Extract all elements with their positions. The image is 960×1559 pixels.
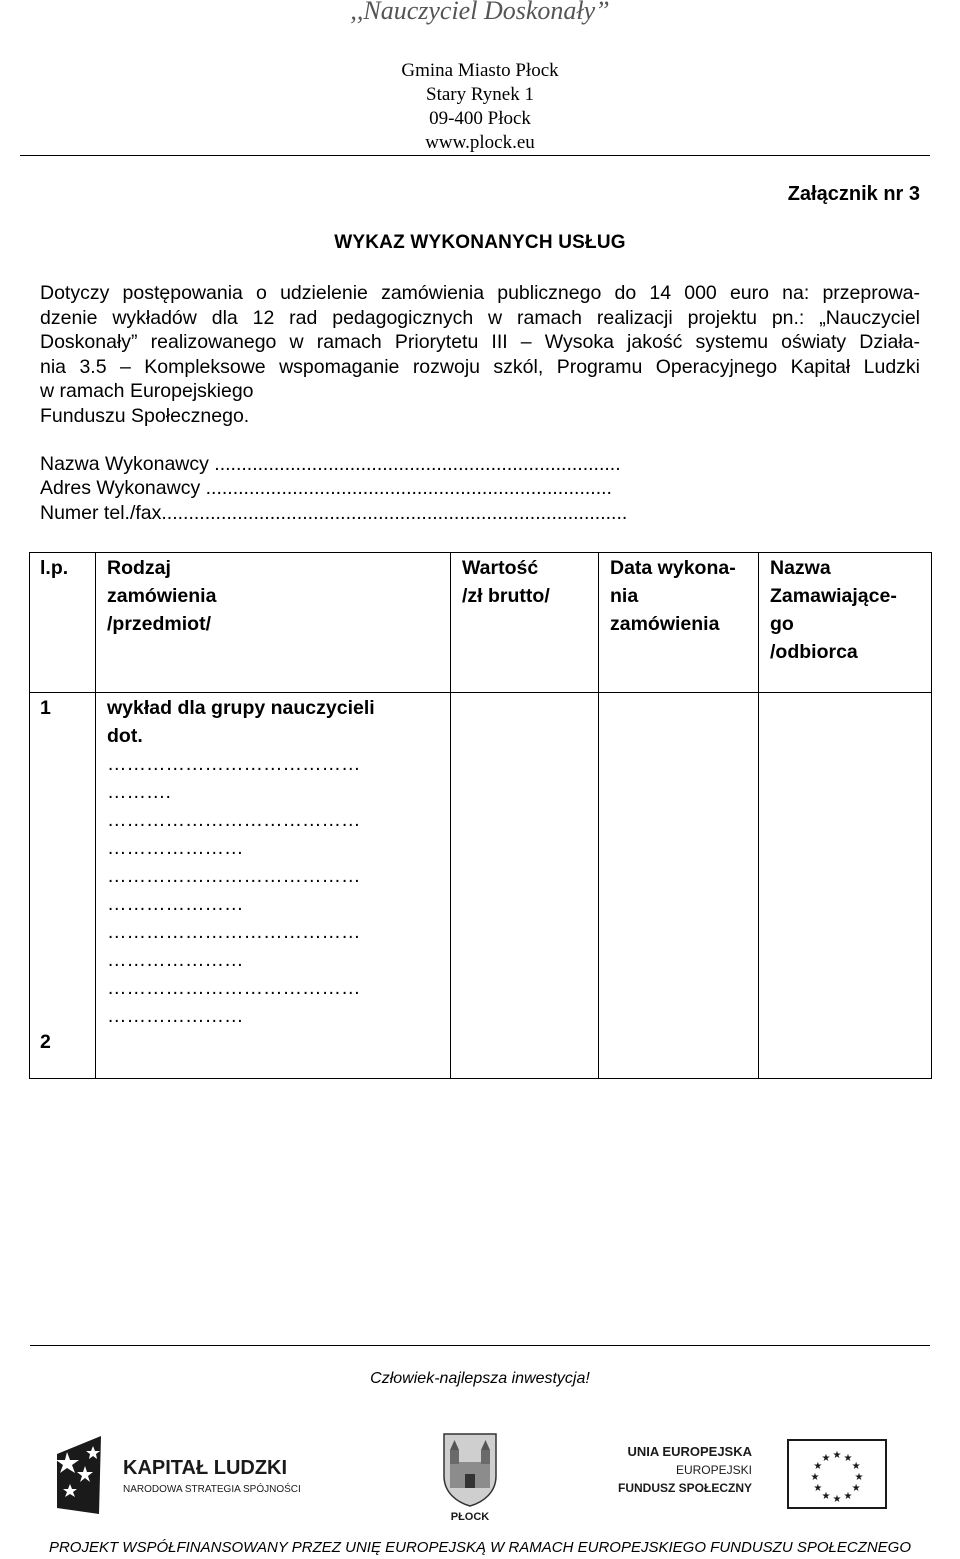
- fill-in-dots: …………………………………: [107, 977, 361, 999]
- plock-coat-of-arms: [440, 1432, 500, 1524]
- eu-star-icon: ★: [832, 1450, 842, 1461]
- intro-line: nia 3.5 – Kompleksowe wspomaganie rozwoju szkól, Programu Operacyjnego Kapitał Ludzki: [40, 355, 920, 378]
- header-lp: l.p.: [30, 553, 96, 693]
- kapital-ludzki-logo: [55, 1432, 325, 1518]
- row-date-cell: [599, 693, 759, 1079]
- fill-in-dots: …………………: [107, 837, 244, 859]
- eu-star-icon: ★: [851, 1461, 861, 1472]
- fill-in-dots: …………………………………: [107, 809, 361, 831]
- table-header-row: [30, 553, 932, 693]
- header-value: Wartość /zł brutto/: [451, 553, 599, 693]
- kapital-ludzki-title: KAPITAŁ LUDZKI: [123, 1457, 288, 1479]
- row-order-type-cell: [96, 693, 451, 1079]
- header-order-type: Rodzaj zamówienia /przedmiot/: [96, 553, 451, 693]
- fill-in-dots: ……….: [107, 781, 171, 803]
- address-line-municipality: Gmina Miasto Płock: [401, 60, 559, 81]
- footer-divider: [30, 1345, 930, 1346]
- intro-line: Doskonały” realizowanego w ramach Priorytetu III – Wysoka jakość systemu oświaty Działa-: [40, 331, 920, 353]
- eu-star-icon: ★: [854, 1472, 864, 1483]
- header-completion-date: Data wykona- nia zamówienia: [599, 553, 759, 693]
- kapital-ludzki-subtitle: NARODOWA STRATEGIA SPÓJNOŚCI: [123, 1484, 301, 1495]
- fill-in-dots: …………………………………: [107, 865, 361, 887]
- eu-star-icon: ★: [843, 1491, 853, 1503]
- row-lp-2: 2: [40, 1031, 51, 1053]
- fill-in-dots: …………………………………: [107, 753, 361, 775]
- fill-in-dots: …………………: [107, 1005, 244, 1027]
- eu-star-icon: ★: [843, 1452, 853, 1464]
- row-orderer-cell: [759, 693, 932, 1079]
- services-table: [29, 552, 932, 1079]
- eu-star-icon: ★: [821, 1452, 831, 1464]
- eu-flag-icon: [617, 1438, 888, 1510]
- eu-star-icon: ★: [821, 1491, 831, 1503]
- order-type-text: wykład dla grupy nauczycieli: [107, 697, 375, 719]
- eu-line1: UNIA EUROPEJSKA: [627, 1444, 752, 1459]
- document-title: WYKAZ WYKONANYCH USŁUG: [334, 232, 626, 253]
- contractor-name-field: Nazwa Wykonawcy ...........................................................................: [40, 453, 621, 475]
- contractor-address-field: Adres Wykonawcy ...........................................................................: [40, 477, 612, 499]
- intro-line: dzenie wykładów dla 12 rad pedagogicznych w ramach realizacji projektu pn.: „Nauczyciel: [40, 306, 920, 329]
- address-line-website: www.plock.eu: [425, 132, 535, 153]
- intro-paragraph: [40, 281, 920, 428]
- eu-social-fund-logo: [617, 1438, 888, 1510]
- eu-star-icon: ★: [810, 1472, 820, 1483]
- header-divider: [20, 155, 930, 156]
- order-type-text: dot.: [107, 725, 143, 747]
- row-value-cell: [451, 693, 599, 1079]
- address-line-postal: 09-400 Płock: [429, 108, 531, 129]
- project-title: ,,Nauczyciel Doskonały”: [350, 0, 610, 25]
- kapital-ludzki-emblem-icon: [55, 1432, 325, 1518]
- address-line-street: Stary Rynek 1: [426, 84, 534, 105]
- footer-slogan: Człowiek-najlepsza inwestycja!: [370, 1370, 590, 1387]
- annex-label: Załącznik nr 3: [787, 183, 920, 205]
- row-lp-1: 1: [40, 697, 51, 719]
- fill-in-dots: …………………: [107, 949, 244, 971]
- fill-in-dots: …………………: [107, 893, 244, 915]
- cofinancing-note: PROJEKT WSPÓŁFINANSOWANY PRZEZ UNIĘ EUROPEJSKĄ W RAMACH EUROPEJSKIEGO FUNDUSZU SPOŁECZNEGO: [48, 1539, 912, 1556]
- intro-line: Funduszu Społecznego.: [40, 404, 250, 427]
- row-lp-cell: [30, 693, 96, 1079]
- header-orderer: Nazwa Zamawiające- go /odbiorca: [759, 553, 932, 693]
- table-row: [30, 693, 932, 1079]
- eu-star-icon: ★: [851, 1483, 861, 1494]
- eu-star-icon: ★: [832, 1494, 842, 1505]
- plock-label: PŁOCK: [450, 1511, 490, 1523]
- plock-crest-icon: [440, 1432, 500, 1524]
- phone-fax-field: Numer tel./fax......................................................................................: [40, 502, 628, 524]
- fill-in-dots: …………………………………: [107, 921, 361, 943]
- intro-line: Dotyczy postępowania o udzielenie zamówienia publicznego do 14 000 euro na: przeprowa-: [40, 282, 920, 304]
- eu-star-icon: ★: [813, 1461, 823, 1472]
- intro-line: w ramach Europejskiego: [40, 380, 254, 402]
- eu-line2: EUROPEJSKI: [675, 1463, 752, 1477]
- eu-line3: FUNDUSZ SPOŁECZNY: [617, 1481, 752, 1495]
- eu-star-icon: ★: [813, 1483, 823, 1494]
